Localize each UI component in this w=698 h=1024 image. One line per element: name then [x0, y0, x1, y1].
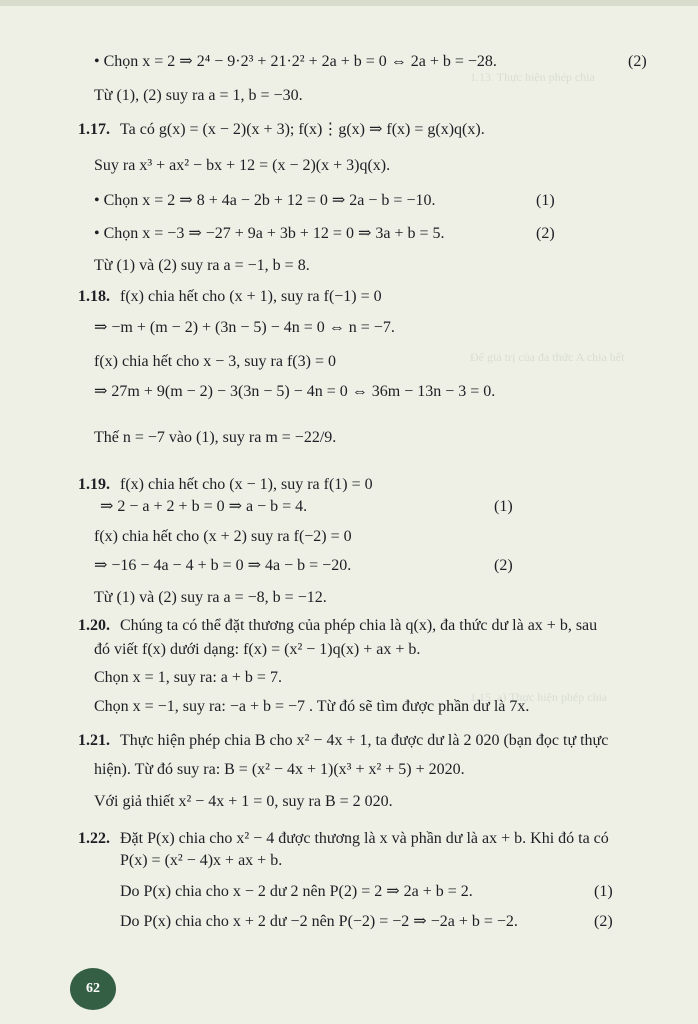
text-line: Suy ra x³ + ax² − bx + 12 = (x − 2)(x + 3)q(x). [94, 157, 391, 174]
bleed-through-text: 1.13. Thực hiện phép chia [470, 70, 595, 84]
text-line: Từ (1) và (2) suy ra a = −8, b = −12. [94, 589, 327, 606]
text-line: • Chọn x = 2 ⇒ 8 + 4a − 2b + 12 = 0 ⇒ 2a − b = −10. [94, 192, 436, 209]
problem-number: 1.18. [78, 288, 110, 305]
problem-number: 1.21. [78, 732, 110, 749]
text-line: Thế n = −7 vào (1), suy ra m = −22/9. [94, 429, 337, 446]
text-line: Chọn x = 1, suy ra: a + b = 7. [94, 669, 282, 686]
text-line: ⇒ 2 − a + 2 + b = 0 ⇒ a − b = 4. [100, 498, 308, 515]
text-line: Với giả thiết x² − 4x + 1 = 0, suy ra B = 2 020. [94, 793, 393, 810]
text-line: Đặt P(x) chia cho x² − 4 được thương là x và phần dư là ax + b. Khi đó ta có [120, 830, 609, 847]
text-line: Thực hiện phép chia B cho x² − 4x + 1, ta được dư là 2 020 (bạn đọc tự thực [120, 732, 609, 749]
text-line: ⇒ −m + (m − 2) + (3n − 5) − 4n = 0 ⇔ n = −7. [94, 319, 395, 336]
text-line: f(x) chia hết cho x − 3, suy ra f(3) = 0 [94, 353, 336, 370]
equation-ref: (2) [494, 557, 513, 574]
equation-ref: (1) [594, 883, 613, 900]
equation-ref: (1) [536, 192, 555, 209]
text-line: Ta có g(x) = (x − 2)(x + 3); f(x)⋮g(x) ⇒ f(x) = g(x)q(x). [120, 121, 485, 138]
text-line: Do P(x) chia cho x − 2 dư 2 nên P(2) = 2 ⇒ 2a + b = 2. [120, 883, 473, 900]
text-line: hiện). Từ đó suy ra: B = (x² − 4x + 1)(x³ + x² + 5) + 2020. [94, 761, 465, 778]
text-line: đó viết f(x) dưới dạng: f(x) = (x² − 1)q(x) + ax + b. [94, 641, 421, 658]
text-line: • Chọn x = −3 ⇒ −27 + 9a + 3b + 12 = 0 ⇒ 3a + b = 5. [94, 225, 445, 242]
equation-ref: (2) [536, 225, 555, 242]
top-edge [0, 0, 698, 6]
text-line: Từ (1) và (2) suy ra a = −1, b = 8. [94, 257, 310, 274]
text-line: Do P(x) chia cho x + 2 dư −2 nên P(−2) = −2 ⇒ −2a + b = −2. [120, 913, 518, 930]
text-line: Chọn x = −1, suy ra: −a + b = −7 . Từ đó sẽ tìm được phần dư là 7x. [94, 698, 530, 715]
problem-number: 1.19. [78, 476, 110, 493]
bleed-through-text: 1.15. a) Thực hiện phép chia [470, 690, 608, 704]
text-line: f(x) chia hết cho (x − 1), suy ra f(1) = 0 [120, 476, 373, 493]
equation-ref: (1) [494, 498, 513, 515]
text-line: ⇒ −16 − 4a − 4 + b = 0 ⇒ 4a − b = −20. [94, 557, 352, 574]
equation-ref: (2) [594, 913, 613, 930]
bleed-through-text: Để giá trị của đa thức A chia hết [470, 350, 625, 364]
text-line: f(x) chia hết cho (x + 2) suy ra f(−2) = 0 [94, 528, 352, 545]
text-line: Từ (1), (2) suy ra a = 1, b = −30. [94, 87, 303, 104]
text-line: f(x) chia hết cho (x + 1), suy ra f(−1) = 0 [120, 288, 382, 305]
text-line: • Chọn x = 2 ⇒ 2⁴ − 9·2³ + 21·2² + 2a + b = 0 ⇔ 2a + b = −28. [94, 53, 497, 70]
problem-number: 1.20. [78, 617, 110, 634]
problem-number: 1.22. [78, 830, 110, 847]
text-line: Chúng ta có thể đặt thương của phép chia là q(x), đa thức dư là ax + b, sau [120, 617, 598, 634]
text-line: P(x) = (x² − 4)x + ax + b. [120, 852, 283, 869]
equation-ref: (2) [628, 53, 647, 70]
problem-number: 1.17. [78, 121, 110, 138]
text-line: ⇒ 27m + 9(m − 2) − 3(3n − 5) − 4n = 0 ⇔ 36m − 13n − 3 = 0. [94, 383, 496, 400]
page-number-badge: 62 [70, 968, 116, 1010]
